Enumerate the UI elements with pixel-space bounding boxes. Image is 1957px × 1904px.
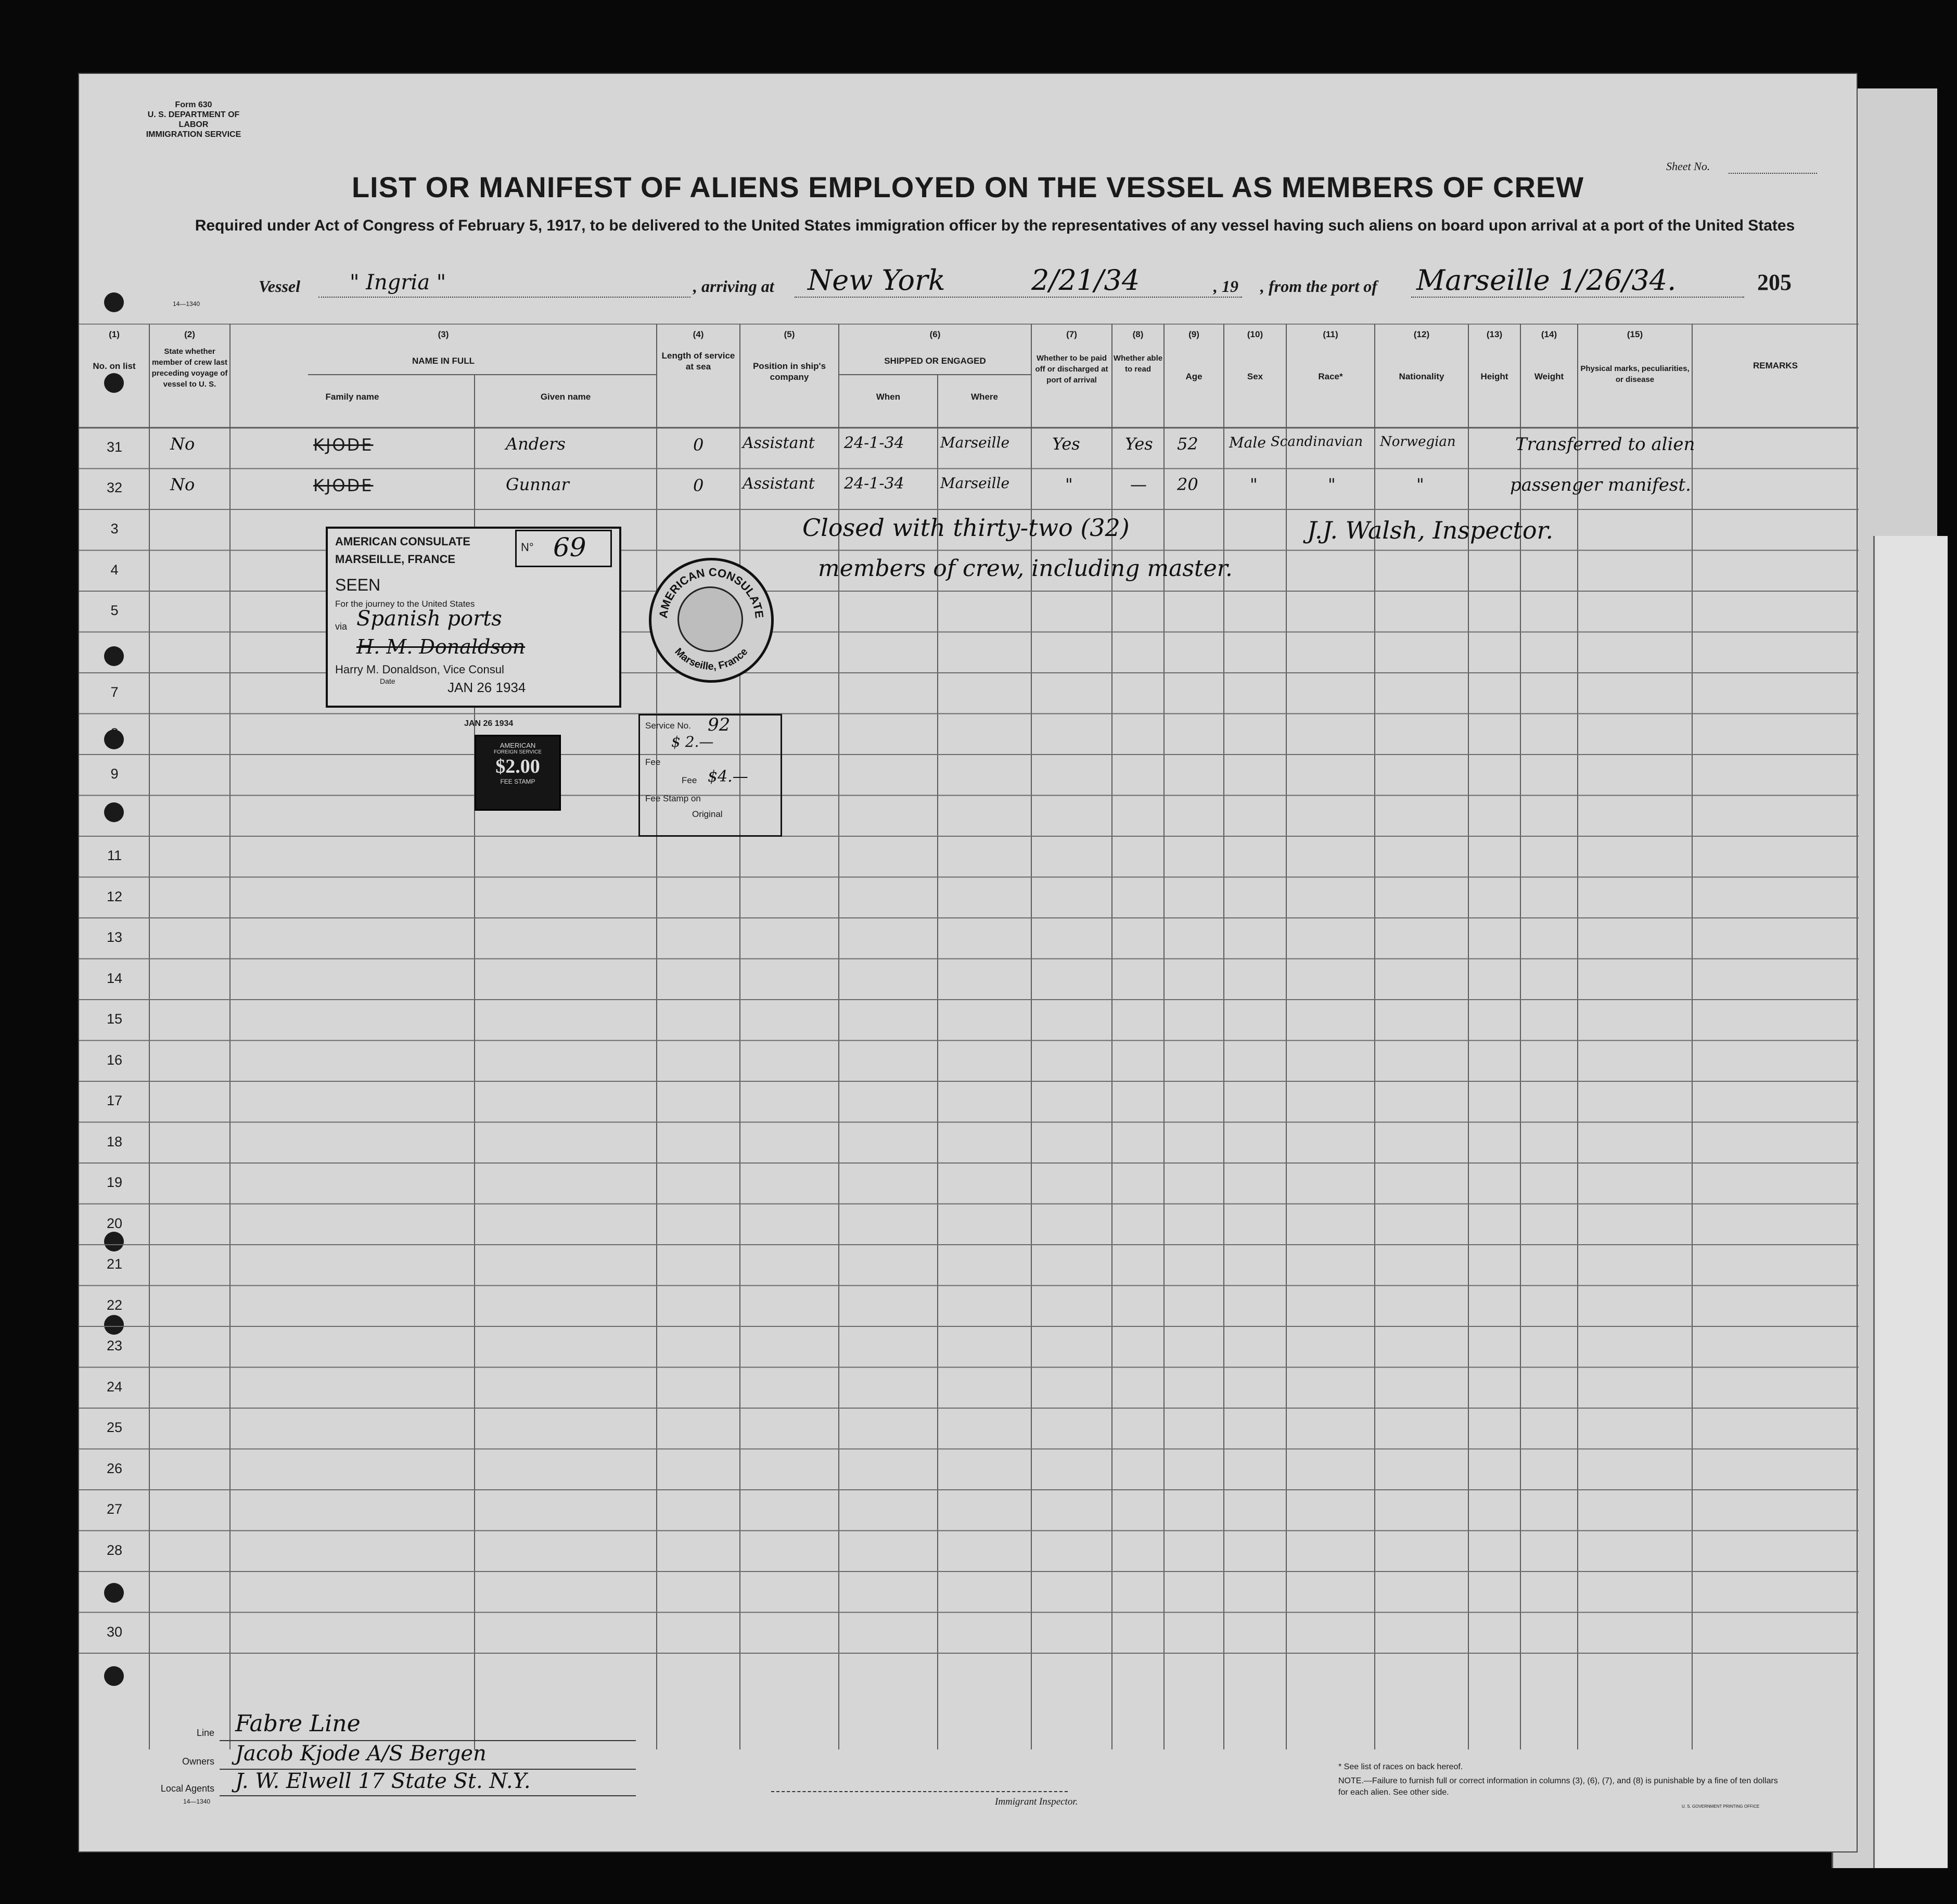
row-number: 31 [106, 439, 123, 455]
col-label: Age [1185, 372, 1203, 381]
inspector-signature: J.J. Walsh, Inspector. [1307, 516, 1554, 544]
col-header-paid-off [1031, 329, 1112, 386]
col-num: (3) [438, 329, 449, 339]
stamp-handwritten-signature: H. M. Donaldson [356, 635, 526, 658]
service-fee2-value: $4.— [708, 768, 748, 786]
row-number: 13 [106, 929, 123, 945]
col-num: (6) [929, 329, 941, 339]
family-name-cell[interactable]: KJODE [313, 476, 374, 495]
col-label: Physical marks, peculiarities, or disease [1580, 364, 1690, 384]
col-header-sex [1224, 329, 1286, 382]
service-stamp [638, 714, 782, 837]
col-header-race [1286, 329, 1375, 382]
agents-label: Local Agents [160, 1783, 214, 1794]
vessel-label: Vessel [259, 277, 300, 296]
fee-stamp-date: JAN 26 1934 [464, 719, 514, 728]
closed-note-line1: Closed with thirty-two (32) [802, 514, 1130, 542]
col-label: Whether able to read [1113, 354, 1163, 374]
fee-stamp-amount: $2.00 [495, 756, 540, 777]
fee-stamp-line2: FOREIGN SERVICE [493, 749, 542, 755]
col-num: (12) [1413, 329, 1430, 339]
stamp-no-value: 69 [553, 532, 586, 563]
row-number: 28 [106, 1542, 123, 1558]
nationality-cell[interactable]: Norwegian [1380, 434, 1456, 450]
line-label: Line [196, 1728, 214, 1738]
print-code: 14—1340 [173, 300, 200, 308]
owners-value[interactable]: Jacob Kjode A/S Bergen [235, 1742, 487, 1766]
row-number: 19 [106, 1174, 123, 1190]
service-cell[interactable]: 0 [693, 476, 704, 495]
row-number: 18 [106, 1133, 123, 1149]
family-name-cell[interactable]: KJODE [313, 435, 374, 455]
manifest-sheet [78, 73, 1858, 1852]
inspector-line [771, 1791, 1068, 1792]
line-field-line [220, 1740, 636, 1741]
age-cell[interactable]: 52 [1177, 434, 1198, 454]
svg-text:Marseille, France: Marseille, France [672, 646, 750, 673]
service-stamp-label: Fee Stamp on [645, 794, 701, 803]
col-num: (1) [109, 329, 120, 339]
col-num: (8) [1132, 329, 1144, 339]
row-number: 30 [106, 1624, 123, 1640]
service-fee-label: Fee [645, 757, 661, 767]
page-number: 205 [1757, 270, 1792, 295]
col-header-family-name: Family name [325, 392, 379, 402]
eagle-icon [677, 586, 743, 652]
col-label: Nationality [1399, 372, 1444, 381]
footer-print-code: 14—1340 [183, 1798, 211, 1805]
col-label: SHIPPED OR ENGAGED [884, 356, 986, 366]
col-header-where: Where [971, 392, 998, 402]
col-num: (13) [1486, 329, 1503, 339]
prev-voyage-cell[interactable]: No [170, 475, 195, 494]
col-header-nationality [1375, 329, 1468, 382]
form-number: Form 630 [175, 100, 212, 109]
sex-cell[interactable]: " [1250, 475, 1258, 494]
svg-text:AMERICAN CONSULATE: AMERICAN CONSULATE [656, 565, 766, 619]
department-name: U. S. DEPARTMENT OF LABOR [147, 110, 240, 129]
row-number: 4 [110, 561, 119, 578]
row-number: 25 [106, 1420, 123, 1435]
form-identifier [142, 100, 246, 139]
stamp-date-label: Date [380, 677, 395, 685]
read-cell[interactable]: — [1130, 475, 1147, 494]
age-cell[interactable]: 20 [1177, 475, 1198, 494]
col-label: Race* [1318, 372, 1343, 381]
col-header-position [740, 329, 839, 382]
race-cell[interactable]: " [1328, 475, 1336, 494]
stamp-line1: AMERICAN CONSULATE [335, 535, 470, 548]
col-header-remarks [1692, 329, 1859, 371]
row-number: 7 [110, 684, 119, 700]
inspector-label: Immigrant Inspector. [995, 1796, 1078, 1807]
col-label: Position in ship's company [752, 361, 826, 382]
stamp-date: JAN 26 1934 [447, 680, 526, 695]
row-number: 12 [106, 888, 123, 904]
arrival-date[interactable]: 2/21/34 [1031, 264, 1140, 297]
col-header-no [79, 329, 149, 372]
col-label: Length of service at sea [661, 351, 735, 372]
agents-field-line [220, 1795, 636, 1796]
row-number: 8 [110, 725, 119, 741]
page-subtitle: Required under Act of Congress of February 5, 1917, to be delivered to the United States immigration officer by the representatives of any vessel having such aliens on board upon arrival at a port of the United States [195, 217, 1795, 234]
where-cell[interactable]: Marseille [940, 434, 1010, 451]
row-number: 24 [106, 1378, 123, 1395]
row-number: 21 [106, 1256, 123, 1272]
col-header-read [1112, 329, 1164, 375]
col-header-weight [1520, 329, 1578, 382]
col-label: REMARKS [1753, 361, 1798, 370]
col-num: (14) [1541, 329, 1557, 339]
sex-cell[interactable]: Male [1229, 434, 1266, 451]
row-number: 23 [106, 1338, 123, 1353]
agents-value[interactable]: J. W. Elwell 17 State St. N.Y. [235, 1769, 531, 1793]
footnote-penalty: NOTE.—Failure to furnish full or correct information in columns (3), (6), (7), and (8) is punishable by a fine of ten dollars for each alien. See other side. [1338, 1777, 1778, 1797]
footnote-gpo: U. S. GOVERNMENT PRINTING OFFICE [1682, 1804, 1760, 1809]
arriving-line [795, 297, 1242, 298]
col-num: (10) [1247, 329, 1263, 339]
line-value[interactable]: Fabre Line [235, 1710, 361, 1737]
col-label: State whether member of crew last preceding voyage of vessel to U. S. [151, 347, 228, 389]
remarks-cell[interactable]: passenger manifest. [1510, 475, 1691, 495]
position-cell[interactable]: Assistant [743, 434, 815, 452]
nationality-cell[interactable]: " [1416, 475, 1424, 494]
col-num: (2) [184, 329, 195, 339]
fee-stamp-line1: AMERICAN [500, 742, 536, 749]
stamp-signer: Harry M. Donaldson, Vice Consul [335, 663, 504, 676]
row-number: 10 [106, 807, 123, 823]
col-header-name [230, 329, 657, 366]
col-num: (15) [1627, 329, 1643, 339]
given-name-cell[interactable]: Gunnar [506, 475, 569, 494]
row-number: 27 [106, 1501, 123, 1517]
col-num: (4) [693, 329, 704, 339]
col-num: (7) [1066, 329, 1077, 339]
col-label: Height [1480, 372, 1508, 381]
row-number: 6 [110, 643, 119, 659]
col-header-height [1468, 329, 1520, 382]
stamp-via-label: via [335, 621, 348, 632]
given-name-cell[interactable]: Anders [506, 434, 566, 454]
row-number: 5 [110, 603, 119, 618]
from-port-label: , from the port of [1260, 277, 1377, 296]
service-original: Original [692, 809, 723, 819]
stamp-number-box [515, 530, 612, 567]
service-cell[interactable]: 0 [693, 435, 704, 455]
service-name: IMMIGRATION SERVICE [146, 130, 241, 139]
position-cell[interactable]: Assistant [743, 475, 815, 493]
stamp-seen: SEEN [335, 576, 381, 594]
paid-off-cell[interactable]: Yes [1052, 434, 1080, 454]
owners-label: Owners [182, 1756, 214, 1767]
row-number: 32 [106, 480, 123, 495]
col-header-age [1164, 329, 1224, 382]
col-num: (9) [1188, 329, 1199, 339]
col-header-prev-voyage [149, 329, 230, 390]
from-port[interactable]: Marseille 1/26/34. [1416, 264, 1677, 297]
sheet-number-label: Sheet No. [1666, 160, 1710, 173]
year-label: , 19 [1213, 277, 1238, 296]
row-number: 9 [110, 766, 119, 782]
col-header-given-name: Given name [540, 392, 591, 402]
paid-off-cell[interactable]: " [1065, 475, 1073, 494]
closed-note-line2: members of crew, including master. [818, 555, 1233, 582]
consulate-seal [649, 558, 774, 683]
page-title: LIST OR MANIFEST OF ALIENS EMPLOYED ON THE VESSEL AS MEMBERS OF CREW [351, 171, 1584, 203]
col-label: Weight [1534, 372, 1564, 381]
row-number: 22 [106, 1297, 123, 1313]
arriving-label: , arriving at [693, 277, 774, 296]
col-label: NAME IN FULL [412, 356, 475, 366]
vessel-line [318, 297, 690, 298]
service-no-label: Service No. [645, 721, 691, 731]
punch-hole [104, 292, 124, 312]
race-cell[interactable]: Scandinavian [1271, 434, 1363, 450]
service-no-value: 92 [708, 714, 731, 735]
prev-voyage-cell[interactable]: No [170, 434, 195, 454]
row-number: 26 [106, 1460, 123, 1476]
stamp-line2: MARSEILLE, FRANCE [335, 553, 455, 566]
fee-stamp [475, 735, 561, 811]
col-num: (11) [1323, 329, 1338, 339]
col-num: (5) [784, 329, 795, 339]
col-label: Sex [1247, 372, 1263, 381]
stamp-via-value: Spanish ports [356, 607, 502, 631]
col-header-shipped [839, 329, 1031, 366]
consulate-stamp [326, 527, 621, 708]
row-number: 15 [106, 1011, 123, 1027]
fee-stamp-line3: FEE STAMP [500, 778, 535, 785]
service-fee-value: $ 2.— [671, 733, 714, 750]
remarks-cell[interactable]: Transferred to alien [1515, 434, 1695, 455]
col-header-service [657, 329, 740, 372]
row-number: 16 [106, 1052, 123, 1068]
underlying-sheet-2 [1873, 536, 1948, 1868]
row-number: 14 [106, 970, 123, 986]
row-number: 11 [107, 848, 122, 863]
footnote-races: * See list of races on back hereof. [1338, 1762, 1463, 1771]
row-number: 17 [106, 1093, 123, 1108]
stamp-no-label: N° [521, 541, 534, 554]
stamp-journey: For the journey to the United States [335, 599, 475, 609]
from-port-line [1411, 297, 1744, 298]
vessel-name[interactable]: " Ingria " [350, 271, 446, 295]
col-header-physical-marks [1578, 329, 1692, 385]
row-number: 29 [106, 1583, 123, 1599]
col-label: No. on list [93, 361, 136, 371]
read-cell[interactable]: Yes [1125, 434, 1153, 454]
service-fee2-label: Fee [682, 775, 697, 785]
when-cell[interactable]: 24-1-34 [844, 434, 904, 452]
where-cell[interactable]: Marseille [940, 475, 1010, 492]
col-label: Whether to be paid off or discharged at port of arrival [1035, 354, 1108, 385]
row-number: 20 [106, 1215, 123, 1231]
row-number: 3 [110, 521, 119, 536]
arriving-port[interactable]: New York [808, 264, 945, 297]
col-header-when: When [876, 392, 901, 402]
when-cell[interactable]: 24-1-34 [844, 475, 904, 493]
